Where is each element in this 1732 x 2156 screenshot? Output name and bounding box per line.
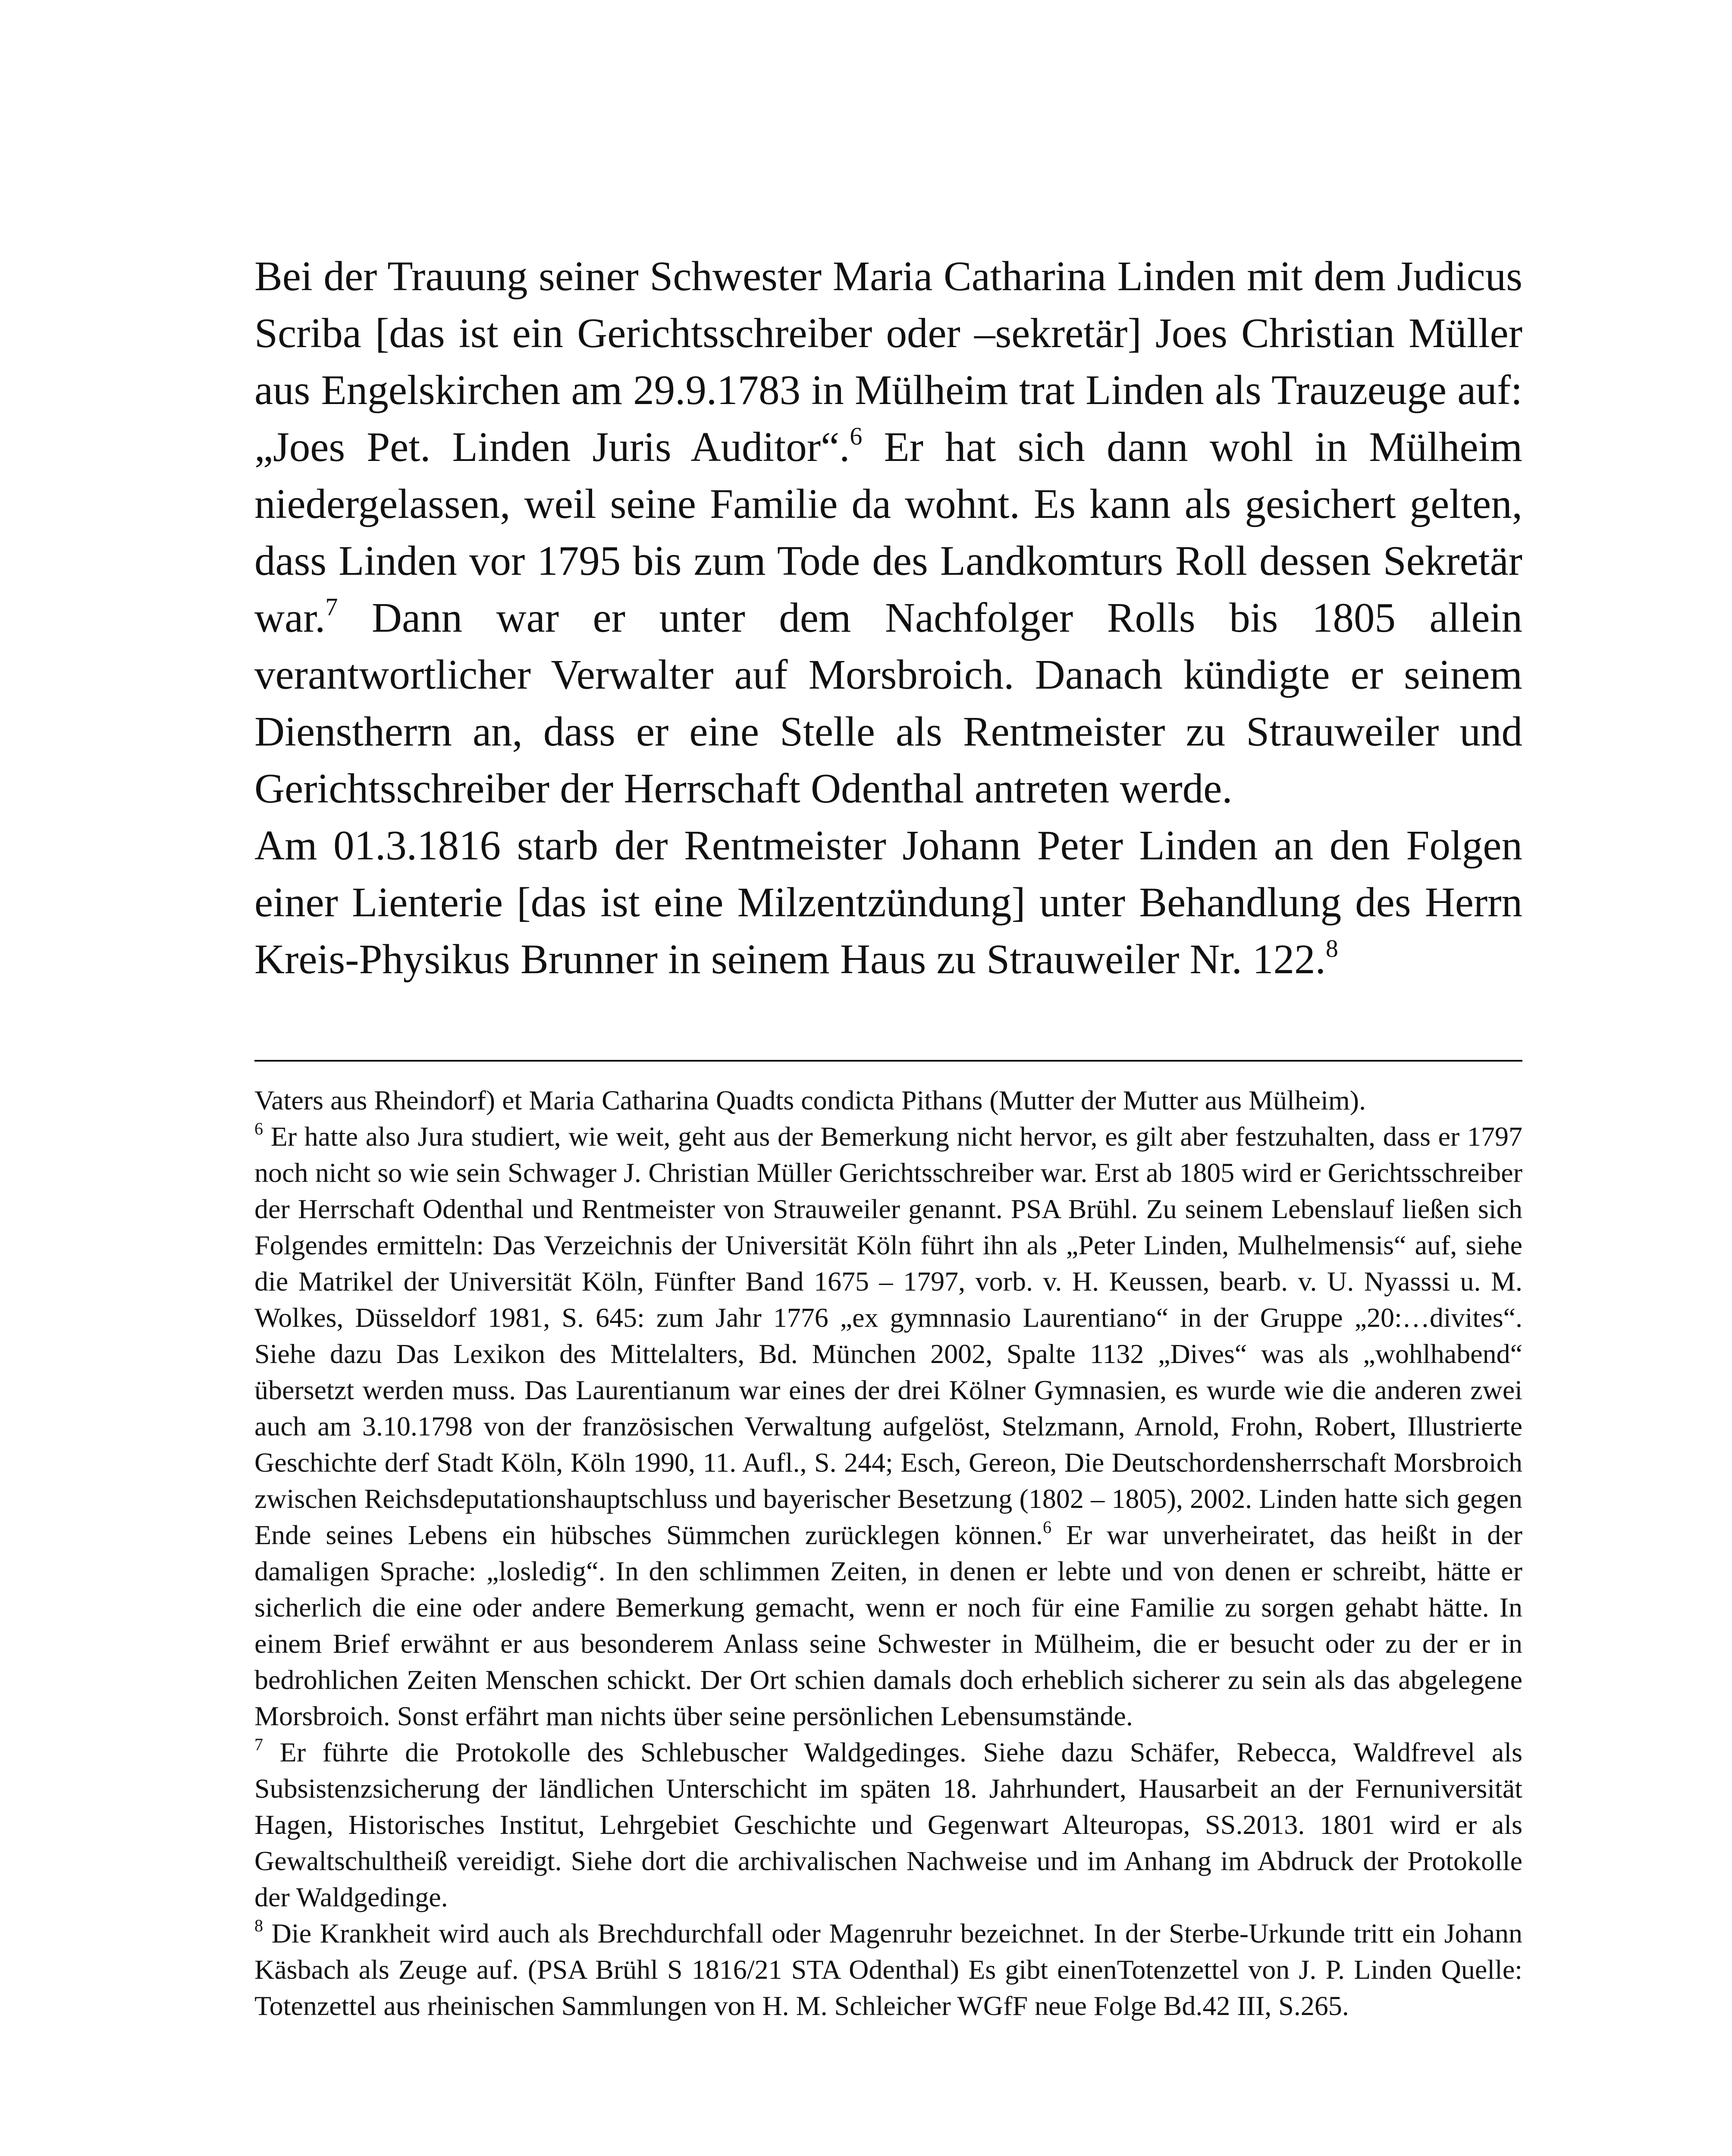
footnote-text: Er war unverheiratet, das heißt in der damaligen Sprache: „losledig“. In den schlimmen Zeiten, in denen er lebte und von denen er schreibt, hätte er sicherlich die eine oder andere Bemerkung gemacht, wenn er noch für eine Familie zu sorgen gehabt hätte. In einem Brief erwähnt er aus besonderem Anlass seine Schwester in Mülheim, die er besucht oder zu der er in bedrohlichen Zeiten Menschen schickt. Der Ort schien damals doch erheblich sicherer zu sein als das abgelegene Morsbroich. Sonst erfährt man nichts über seine persönlichen Lebensumstände.: [254, 1520, 1523, 1731]
footnote-inline-reference: 6: [1042, 1517, 1051, 1537]
footnote-reference-7[interactable]: 7: [325, 593, 338, 621]
body-text-segment: Bei der Trauung seiner Schwester Maria Catharina Linden mit dem Judicus Scriba [das ist ein Gerichtsschreiber oder –sekretär] Joes Christian Müller aus Engelskirchen am 29.9.1783 in Mülheim trat Linden als Trauzeuge auf: „Joes Pet. Linden Juris Auditor“.: [254, 253, 1522, 470]
footnote-number: 8: [254, 1916, 263, 1935]
footnote-text: Er hatte also Jura studiert, wie weit, geht aus der Bemerkung nicht hervor, es gilt aber festzuhalten, dass er 1797 noch nicht so wie sein Schwager J. Christian Müller Gerichtsschreiber war. Erst ab 1805 wird er Gerichtsschreiber der Herrschaft Odenthal und Rentmeister von Strauweiler genannt. PSA Brühl. Zu seinem Lebenslauf ließen sich Folgendes ermitteln: Das Verzeichnis der Universität Köln führt ihn als „Peter Linden, Mulhelmensis“ auf, siehe die Matrikel der Universität Köln, Fünfter Band 1675 – 1797, vorb. v. H. Keussen, bearb. v. U. Nyasssi u. M. Wolkes, Düsseldorf 1981, S. 645: zum Jahr 1776 „ex gymnnasio Laurentiano“ in der Gruppe „20:…divites“. Siehe dazu Das Lexikon des Mittelalters, Bd. München 2002, Spalte 1132 „Dives“ was als „wohlhabend“ übersetzt werden muss. Das Laurentianum war eines der drei Kölner Gymnasien, es wurde wie die anderen zwei auch am 3.10.1798 von der französischen Verwaltung aufgelöst, Stelzmann, Arnold, Frohn, Robert, Illustrierte Geschichte derf Stadt Köln, Köln 1990, 11. Aufl., S. 244; Esch, Gereon, Die Deutschordensherrschaft Morsbroich zwischen Reichsdeputationshauptschluss und bayerischer Besetzung (1802 – 1805), 2002. Linden hatte sich gegen Ende seines Lebens ein hübsches Sümmchen zurücklegen können.: [254, 1121, 1522, 1550]
footnote-6: [254, 1119, 1522, 1734]
footnote-reference-8[interactable]: 8: [1325, 934, 1338, 962]
footnote-number: 6: [254, 1119, 263, 1138]
footnote-continuation: [254, 1082, 1522, 1119]
footnote-separator: [254, 1060, 1522, 1062]
footnotes-section: [254, 1082, 1522, 2024]
footnote-number: 7: [254, 1735, 263, 1754]
footnote-7: [254, 1734, 1522, 1915]
footnote-text: Er führte die Protokolle des Schlebuscher Waldgedinges. Siehe dazu Schäfer, Rebecca, Waldfrevel als Subsistenzsicherung der ländlichen Unterschicht im späten 18. Jahrhundert, Hausarbeit an der Fernuniversität Hagen, Historisches Institut, Lehrgebiet Geschichte und Gegenwart Alteuropas, SS.2013. 1801 wird er als Gewaltschultheiß vereidigt. Siehe dort die archivalischen Nachweise und im Anhang im Abdruck der Protokolle der Waldgedinge.: [254, 1737, 1522, 1912]
footnote-8: [254, 1915, 1522, 2024]
footnote-text: Die Krankheit wird auch als Brechdurchfall oder Magenruhr bezeichnet. In der Sterbe-Urkunde tritt ein Johann Käsbach als Zeuge auf. (PSA Brühl S 1816/21 STA Odenthal) Es gibt einenTotenzettel von J. P. Linden Quelle: Totenzettel aus rheinischen Sammlungen von H. M. Schleicher WGfF neue Folge Bd.42 III, S.265.: [254, 1918, 1522, 2021]
body-text-segment: Er hat sich dann wohl in Mülheim niedergelassen, weil seine Familie da wohnt. Es kann als gesichert gelten, dass Linden vor 1795 bis zum Tode des Landkomturs Roll dessen Sekretär war.: [254, 424, 1522, 641]
body-paragraph-1: [254, 248, 1522, 817]
body-text-segment: Dann war er unter dem Nachfolger Rolls bis 1805 allein verantwortlicher Verwalter auf Morsbroich. Danach kündigte er seinem Dienstherrn an, dass er eine Stelle als Rentmeister zu Strauweiler und Gerichtsschreiber der Herrschaft Odenthal antreten werde.: [254, 595, 1522, 812]
footnote-reference-6[interactable]: 6: [850, 422, 863, 450]
main-body-text: [254, 248, 1522, 988]
body-text-segment: Am 01.3.1816 starb der Rentmeister Johann Peter Linden an den Folgen einer Lienterie [das ist eine Milzentzündung] unter Behandlung des Herrn Kreis-Physikus Brunner in seinem Haus zu Strauweiler Nr. 122.: [254, 822, 1522, 982]
footnote-text: Vaters aus Rheindorf) et Maria Catharina Quadts condicta Pithans (Mutter der Mutter aus Mülheim).: [254, 1085, 1366, 1116]
body-paragraph-2: [254, 817, 1522, 988]
